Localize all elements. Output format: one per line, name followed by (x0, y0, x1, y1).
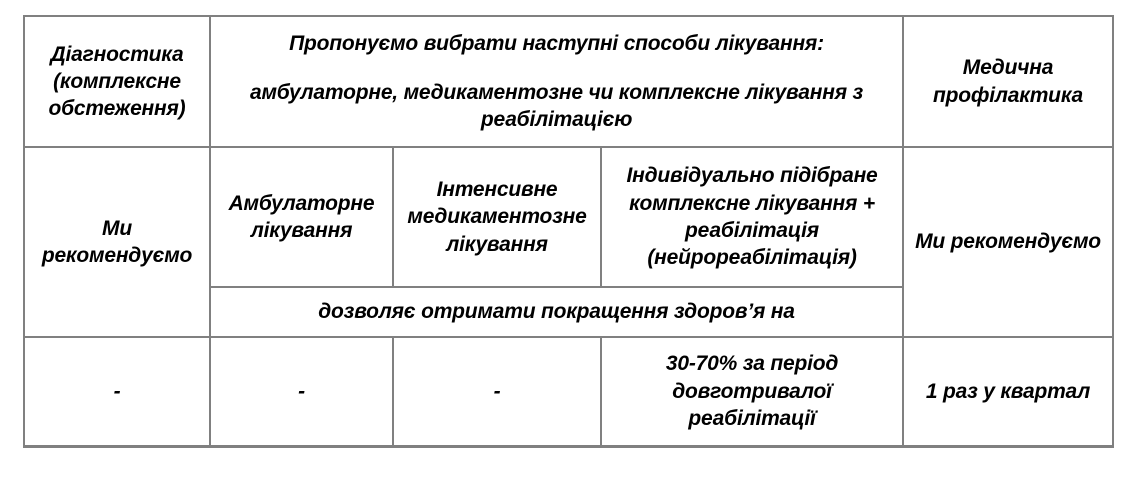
cell-improvement-note (210, 287, 903, 337)
cell-complex-value (601, 337, 903, 446)
cell-option-complex (601, 147, 903, 287)
we-recommend-right-label: Ми рекомендуємо (915, 230, 1101, 254)
option-complex-label: Індивідуально підібране комплексне лікування + реабілітація (нейрореабілітація) (626, 164, 878, 270)
prevention-value-text: 1 раз у квартал (925, 379, 1091, 403)
complex-value-text: 30-70% за період довготривалої реабілітації (665, 352, 839, 430)
we-recommend-left-label: Ми рекомендуємо (41, 216, 193, 267)
cell-treatment-intro (210, 16, 903, 147)
option-ambulatory-label: Амбулаторне лікування (228, 191, 375, 242)
cell-ambulatory-value (210, 337, 393, 446)
cell-diagnostics-value (24, 337, 210, 446)
cell-option-medication (393, 147, 601, 287)
recommendation-row (24, 147, 1113, 287)
medication-value-dash: - (493, 379, 501, 403)
treatment-options-table (23, 15, 1114, 448)
cell-prevention-header (903, 16, 1113, 147)
improvement-note-label: дозволяє отримати покращення здоров’я на (318, 300, 795, 324)
prevention-header-label: Медична профілактика (933, 56, 1083, 107)
treatment-intro-line2: амбулаторне, медикаментозне чи комплексне лікування з реабілітацією (249, 80, 864, 132)
cell-diagnostics-header (24, 16, 210, 147)
option-medication-label: Інтенсивне медикаментозне лікування (407, 178, 587, 256)
diagnostics-value-dash: - (113, 379, 121, 403)
header-row (24, 16, 1113, 147)
cell-we-recommend-right (903, 147, 1113, 337)
treatment-intro-line1: Пропонуємо вибрати наступні способи лікування: (289, 31, 824, 55)
ambulatory-value-dash: - (298, 379, 305, 403)
cell-prevention-value (903, 337, 1113, 446)
cell-medication-value (393, 337, 601, 446)
cell-option-ambulatory (210, 147, 393, 287)
diagnostics-header-label: Діагностика (комплексне обстеження) (48, 42, 186, 121)
values-row (24, 337, 1113, 446)
cell-we-recommend-left (24, 147, 210, 337)
